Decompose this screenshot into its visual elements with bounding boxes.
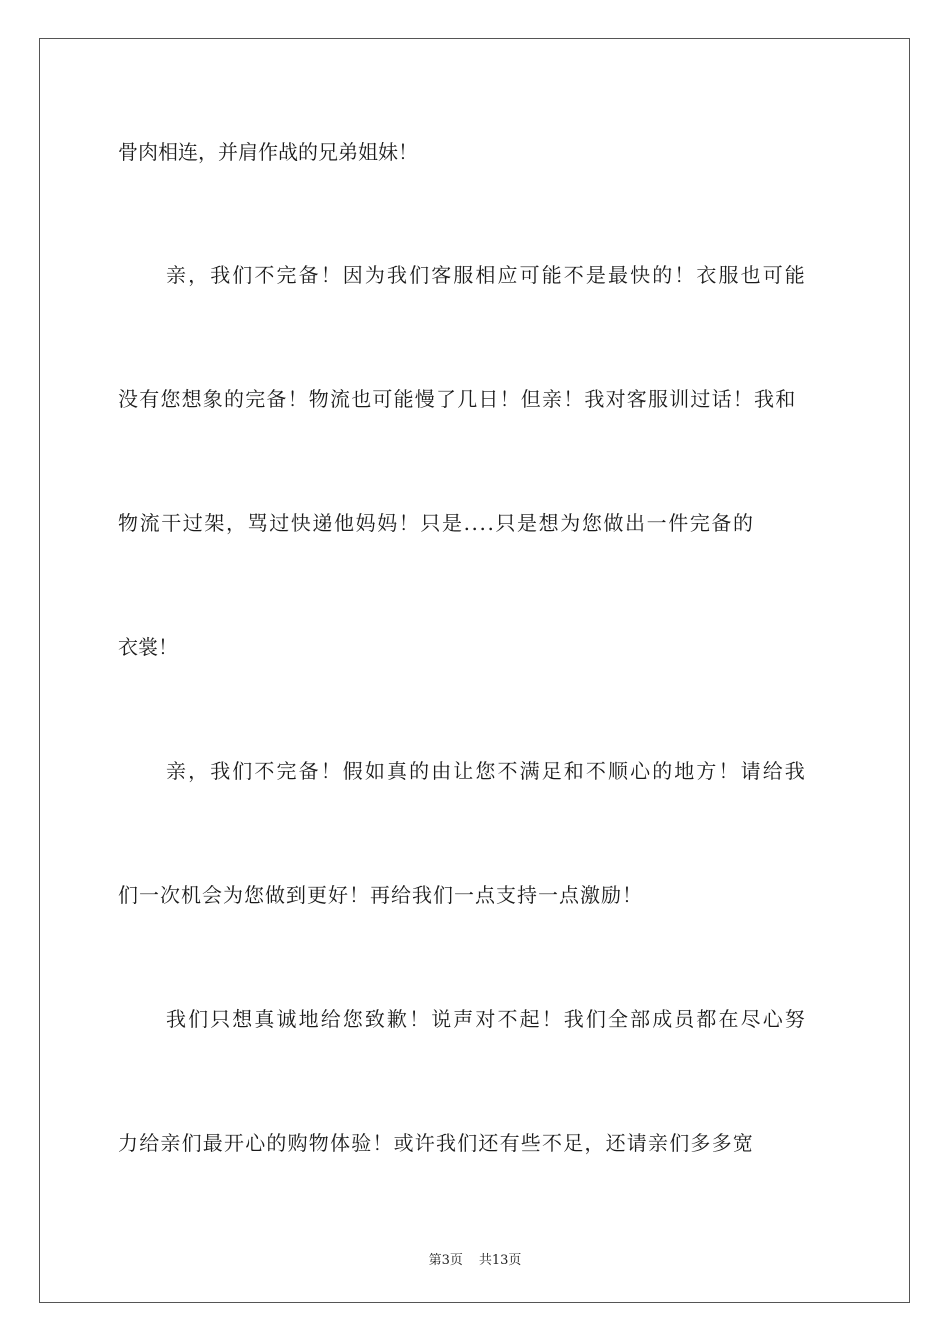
text-line-3: 没有您想象的完备！物流也可能慢了几日！但亲！我对客服训过话！我和 [118, 387, 797, 411]
page-total: 共13页 [478, 1253, 522, 1268]
text-line-4: 物流干过架，骂过快递他妈妈！只是....只是想为您做出一件完备的 [118, 511, 755, 535]
text-line-7: 们一次机会为您做到更好！再给我们一点支持一点激励！ [118, 883, 643, 907]
text-line-1: 骨肉相连，并肩作战的兄弟姐妹！ [118, 140, 418, 164]
text-line-9: 力给亲们最开心的购物体验！或许我们还有些不足，还请亲们多多宽 [118, 1131, 754, 1155]
text-line-8: 我们只想真诚地给您致歉！说声对不起！我们全部成员都在尽心努 [166, 1007, 807, 1031]
page-footer [0, 1249, 950, 1268]
text-line-6: 亲，我们不完备！假如真的由让您不满足和不顺心的地方！请给我 [166, 759, 807, 783]
page-border [39, 38, 910, 1303]
page-number: 第3页 [428, 1253, 463, 1268]
text-line-5: 衣裳！ [118, 635, 178, 659]
text-line-2: 亲，我们不完备！因为我们客服相应可能不是最快的！衣服也可能 [166, 263, 807, 287]
